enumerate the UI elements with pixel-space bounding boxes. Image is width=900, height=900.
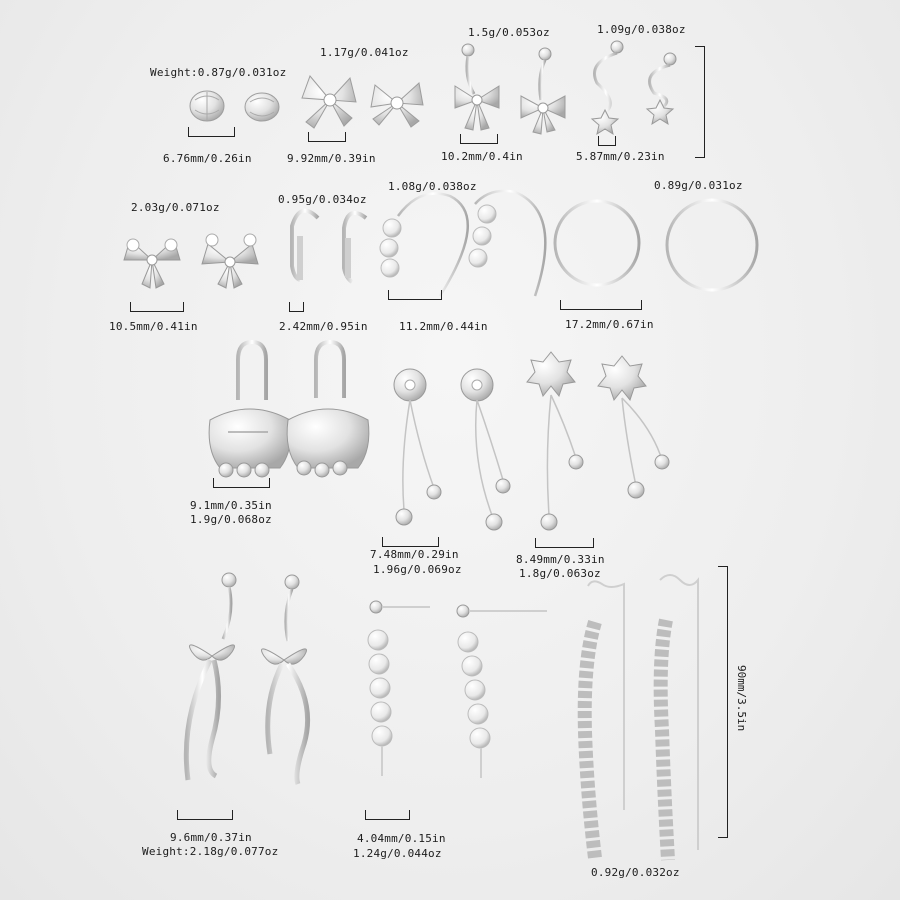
ribbon-weight-label: Weight:2.18g/0.077oz	[142, 845, 279, 858]
size-bracket	[130, 302, 184, 312]
size-bracket	[460, 134, 498, 144]
size-bracket	[560, 300, 642, 310]
bow-lace-size-label: 9.92mm/0.39in	[287, 152, 376, 165]
hook-earring-left	[292, 211, 318, 280]
stud-size-label: 6.76mm/0.26in	[163, 152, 252, 165]
lace-stud-earring-right	[245, 93, 279, 121]
size-bracket	[289, 302, 304, 312]
blossom-tassel-earring-left	[527, 330, 583, 530]
bow-bar-earring-right	[521, 48, 565, 134]
hoop-earring-left	[555, 201, 639, 285]
size-bracket	[388, 290, 442, 300]
lace-stud-earring-left	[190, 91, 224, 121]
flower-tassel-earring-left	[394, 342, 441, 525]
hoop-weight-label: 0.89g/0.031oz	[654, 179, 743, 192]
chain-threader-earring-left	[585, 581, 624, 858]
flower-weight-label: 1.96g/0.069oz	[373, 563, 462, 576]
lock-charm-earring-left	[209, 342, 291, 477]
size-bracket	[535, 538, 594, 548]
size-bracket	[365, 810, 410, 820]
chain-weight-label: 0.92g/0.032oz	[591, 866, 680, 879]
hook-earring-right	[344, 213, 366, 282]
lace-bow-stud-right	[371, 83, 423, 127]
pearl-drop-earring-left	[368, 601, 430, 776]
spiral-star-earring-left	[592, 41, 623, 134]
lock-weight-label: 1.9g/0.068oz	[190, 513, 272, 526]
hoop-earring-right	[667, 200, 757, 290]
blossom-weight-label: 1.8g/0.063oz	[519, 567, 601, 580]
size-bracket	[188, 127, 235, 137]
size-bracket	[177, 810, 233, 820]
size-bracket	[213, 478, 270, 488]
blossom-size-label: 8.49mm/0.33in	[516, 553, 605, 566]
pearl-hook-earring-right	[469, 191, 545, 296]
bow-lace-weight-label: 1.17g/0.041oz	[320, 46, 409, 59]
bow-bar-size-label: 10.2mm/0.4in	[441, 150, 523, 163]
size-bracket-vertical	[718, 566, 728, 838]
crystal-bow-size-label: 10.5mm/0.41in	[109, 320, 198, 333]
pearl-drop-size-label: 4.04mm/0.15in	[357, 832, 446, 845]
blossom-tassel-earring-right	[598, 336, 669, 498]
ribbon-bow-earring-right	[262, 575, 308, 784]
spiral-weight-label: 1.09g/0.038oz	[597, 23, 686, 36]
hook-weight-label: 0.95g/0.034oz	[278, 193, 367, 206]
pearl-drop-weight-label: 1.24g/0.044oz	[353, 847, 442, 860]
stud-weight-label: Weight:0.87g/0.031oz	[150, 66, 287, 79]
crystal-bow-weight-label: 2.03g/0.071oz	[131, 201, 220, 214]
chain-threader-earring-right	[660, 575, 698, 860]
flower-size-label: 7.48mm/0.29in	[370, 548, 459, 561]
lock-charm-earring-right	[287, 342, 369, 477]
bow-bar-weight-label: 1.5g/0.053oz	[468, 26, 550, 39]
spiral-star-earring-right	[647, 53, 676, 124]
hoop-size-label: 17.2mm/0.67in	[565, 318, 654, 331]
spiral-size-label: 5.87mm/0.23in	[576, 150, 665, 163]
size-bracket	[598, 136, 616, 146]
ribbon-size-label: 9.6mm/0.37in	[170, 831, 252, 844]
size-bracket	[308, 132, 346, 142]
pearl-hook-earring-left	[380, 194, 468, 297]
crystal-bow-earring-right	[202, 234, 258, 288]
size-bracket	[382, 537, 439, 547]
pearl-drop-earring-right	[457, 605, 547, 778]
hook-size-label: 2.42mm/0.95in	[279, 320, 368, 333]
pearl-hook-size-label: 11.2mm/0.44in	[399, 320, 488, 333]
ribbon-bow-earring-left	[186, 573, 236, 780]
lace-bow-stud-left	[302, 76, 356, 128]
bow-bar-earring-left	[455, 44, 499, 130]
pearl-hook-weight-label: 1.08g/0.038oz	[388, 180, 477, 193]
size-bracket-vertical	[695, 46, 705, 158]
flower-tassel-earring-right	[461, 342, 510, 530]
crystal-bow-earring-left	[124, 239, 180, 288]
chain-length-label: 90mm/3.5in	[735, 665, 748, 732]
lock-size-label: 9.1mm/0.35in	[190, 499, 272, 512]
